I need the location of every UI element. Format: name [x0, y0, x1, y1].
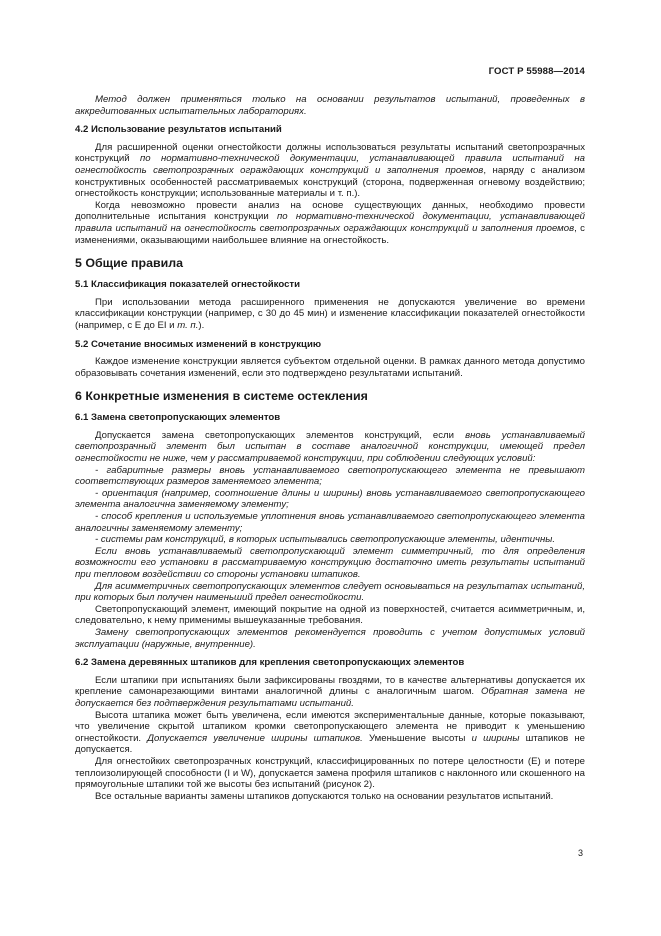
text-run: Когда невозможно провести анализ на основе существующих данных, необходимо провести дополнительные испытания конструкции [75, 199, 585, 223]
italic-text: Для асимметричных светопропускающих элементов следует основываться на результатах испытаний, при которых был получен наименьший предел огнестойкости. [75, 580, 585, 604]
text-run: Уменьшение высоты [362, 732, 472, 744]
paragraph [75, 546, 585, 581]
subsection-title: 6.2 Замена деревянных штапиков для крепления светопропускающих элементов [75, 657, 465, 669]
italic-text: т. п. [177, 319, 199, 331]
paragraph [75, 534, 585, 546]
paragraph [75, 142, 585, 200]
text-run: Каждое изменение конструкции является субъектом отдельной оценки. В рамках данного метода допустимо образовывать сочетания изменений, если это подтверждено результатами испытаний. [75, 356, 585, 379]
italic-text: по нормативно-технической документации, устанавливающей правила испытаний на огнестойкость светопрозрачных ограждающих конструкций и заполнения проемов [75, 153, 586, 176]
text-run: Все остальные варианты замены штапиков допускаются только на основании результатов испытаний. [95, 790, 554, 802]
paragraph [75, 604, 585, 627]
italic-text: Допускается увеличение ширины штапиков. [147, 732, 363, 744]
page-content [75, 94, 585, 802]
paragraph [75, 627, 585, 650]
italic-text: и ширины [471, 732, 520, 744]
paragraph [75, 710, 585, 756]
subsection-title: 4.2 Использование результатов испытаний [75, 124, 282, 136]
paragraph [75, 675, 585, 710]
text-run: ). [198, 319, 205, 331]
paragraph [75, 430, 585, 465]
paragraph [75, 511, 585, 534]
paragraph [75, 791, 585, 803]
subsection-title: 5.1 Классификация показателей огнестойкости [75, 279, 300, 291]
italic-text: по нормативно-технической документации, устанавливающей правила испытаний на огнестойкость светопрозрачных ограждающих конструкций и заполнения проемов [75, 211, 586, 234]
text-run: Для огнестойких светопрозрачных конструкций, классифицированных по потере целостности (E) и потере теплоизолирующей способности (I и W), допускается замена профиля штапиков с наклонного или скошенного на прямоугольные штапики той же высоты без испытаний (рисунок 2). [75, 755, 585, 791]
text-run: , с изменениями, оказывающими наибольшее влияние на огнестойкость. [75, 222, 585, 246]
text-run: штапиков не допускается. [75, 732, 585, 756]
italic-text: - способ крепления и используемые уплотнения вновь устанавливаемого светопропускающего элемента аналогичны заменяемому элементу; [75, 511, 585, 534]
subsection-title: 6.1 Замена светопропускающих элементов [75, 412, 281, 424]
paragraph [75, 581, 585, 604]
text-run: Для расширенной оценки огнестойкости должны использоваться результаты испытаний светопрозрачных конструкций [75, 141, 585, 165]
paragraph [75, 488, 585, 511]
paragraph [75, 297, 585, 332]
paragraph [75, 465, 585, 488]
paragraph [75, 94, 585, 117]
text-run: Если штапики при испытаниях были зафиксированы гвоздями, то в качестве альтернативы допускается их крепление самонарезающими винтами аналогичной длины с аналогичным шагом. [75, 674, 585, 698]
italic-text: Метод должен применяться только на основании результатов испытаний, проведенных в аккредитованных испытательных лабораториях. [75, 94, 585, 117]
subsection-title: 5.2 Сочетание вносимых изменений в конструкцию [75, 338, 322, 350]
text-run: Допускается замена светопропускающих элементов конструкций, если [95, 429, 466, 441]
italic-text: - габаритные размеры вновь устанавливаемого светопропускающего элемента не превышают соответствующих размеров заменяемого элемента; [75, 464, 585, 488]
text-run: Светопропускающий элемент, имеющий покрытие на одной из поверхностей, считается асимметричным, и, следовательно, к нему применимы вышеуказанные требования. [75, 603, 585, 627]
italic-text: Замену светопропускающих элементов рекомендуется проводить с учетом допустимых условий эксплуатации (наружные, внутренние). [75, 626, 585, 650]
section-title: 6 Конкретные изменения в системе остекления [75, 389, 368, 404]
paragraph [75, 356, 585, 379]
standard-header: ГОСТ Р 55988—2014 [488, 66, 585, 77]
paragraph [75, 200, 585, 246]
italic-text: Обратная замена не допускается без подтверждения результатами испытаний. [75, 686, 585, 709]
text-run: При использовании метода расширенного применения не допускаются увеличение во времени классификации конструкции (например, с 30 до 45 мин) и изменение классификации показателей огнестойкости (например, с E до EI и [75, 296, 585, 331]
text-run: Высота штапика может быть увеличена, если имеются экспериментальные данные, которые показывают, что увеличение скрытой штапиком кромки светопропускающего элемента не приводит к уменьшению огнестойкости. [75, 709, 585, 744]
paragraph [75, 756, 585, 791]
italic-text: - ориентация (например, соотношение длины и ширины) вновь устанавливаемого светопропускающего элемента аналогична заменяемому элементу; [75, 487, 585, 511]
page-number: 3 [578, 848, 584, 858]
italic-text: вновь устанавливаемый светопрозрачный элемент был испытан в составе аналогичной конструкции, имеющей предел огнестойкости не ниже, чем у рассматриваемой конструкции, при соблюдении следующих условий: [75, 429, 585, 465]
text-run: , наряду с анализом конструктивных особенностей рассматриваемых конструкций (сторона, подверженная огневому воздействию; огнестойкость конструкции; использованные материалы и т. п.). [75, 164, 586, 200]
section-title: 5 Общие правила [75, 256, 183, 271]
italic-text: - системы рам конструкций, в которых испытывались светопропускающие элементы, идентичны. [95, 534, 556, 546]
italic-text: Если вновь устанавливаемый светопропускающий элемент симметричный, то для определения возможности его установки в рассматриваемую конструкцию достаточно иметь результаты испытаний при тепловом воздействии со стороны установки штапиков. [75, 545, 585, 580]
